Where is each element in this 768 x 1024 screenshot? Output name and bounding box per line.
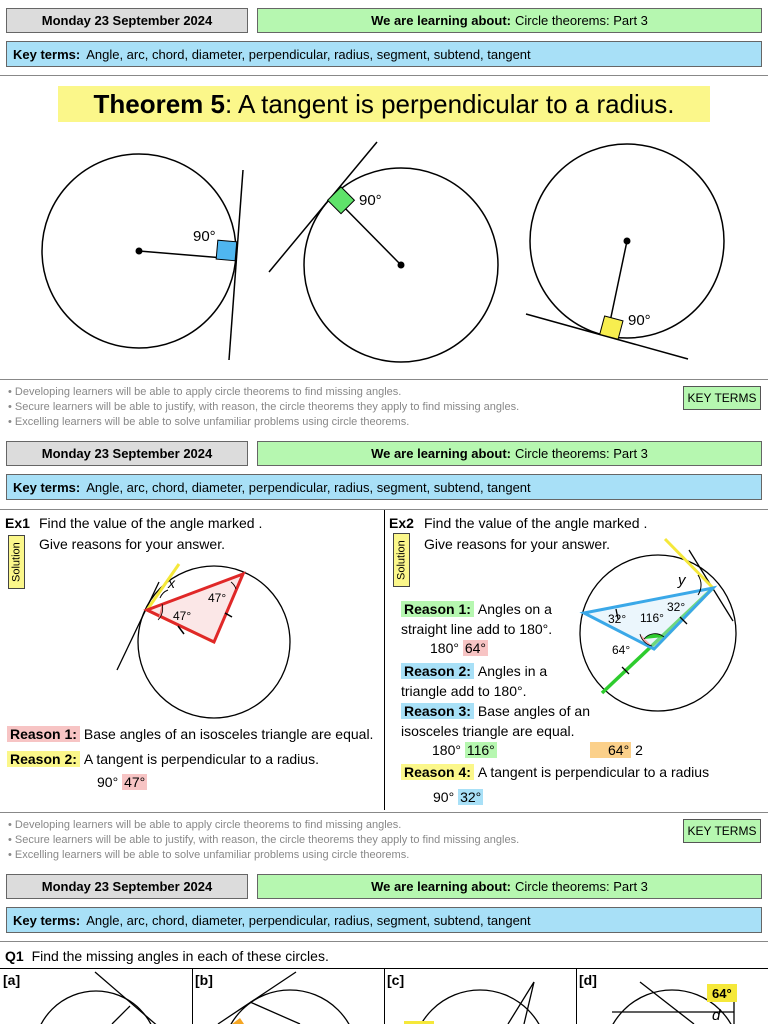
right-angle-marker	[600, 316, 623, 339]
key-terms-box	[6, 907, 762, 933]
divider	[0, 941, 768, 942]
q1-diagram-c	[404, 982, 548, 1024]
ex2-angle-32-right: 32°	[667, 600, 686, 614]
theorem-number: Theorem 5	[93, 88, 225, 119]
ex2-reason1-l2: straight line add to 180°.	[401, 621, 553, 637]
ex1-reason1	[7, 724, 373, 744]
objective-secure: • Secure learners will be able to justify, with reason, the circle theorems they apply to find missing angles.	[8, 833, 668, 848]
ex1-reason2-tag: Reason 2:	[7, 751, 80, 767]
divider	[0, 75, 768, 76]
ex2-r3-calc2	[590, 740, 643, 760]
ex1-reason2-text: A tangent is perpendicular to a radius.	[83, 751, 319, 767]
ex1-calc-a: 90°	[97, 774, 119, 790]
key-terms-button[interactable]: KEY TERMS	[683, 819, 761, 843]
learning-topic: Circle theorems: Part 3	[514, 446, 648, 461]
ex2-r4-calc-b: 32°	[460, 789, 482, 805]
right-angle-marker	[328, 187, 355, 214]
ex2-reason1	[401, 599, 571, 639]
ex2-r3-calc-d: 2	[635, 742, 643, 758]
angle-label: 90°	[359, 192, 382, 209]
ex2-question-line2: Give reasons for your answer.	[424, 536, 610, 552]
ex1-calculation	[97, 772, 147, 792]
ex1-label: Ex1	[5, 515, 30, 531]
ex1-var-x: x	[168, 575, 175, 591]
theorem-statement: : A tangent is perpendicular to a radius.	[224, 88, 675, 119]
ex2-reason2-l2: triangle add to 180°.	[401, 683, 527, 699]
objective-secure: • Secure learners will be able to justify, with reason, the circle theorems they apply to find missing angles.	[8, 400, 668, 415]
ex1-reason1-tag: Reason 1:	[7, 726, 80, 742]
learning-label: We are learning about:	[371, 446, 511, 461]
ex2-r3-calc	[432, 740, 497, 760]
ex2-reason1-tag: Reason 1:	[401, 601, 474, 617]
ex2-r1-calc	[430, 638, 488, 658]
q1-diagram-d	[604, 982, 740, 1024]
learning-objective-box	[257, 874, 762, 899]
ex1-angle-47-top: 47°	[208, 591, 227, 605]
q1-diagram-b	[218, 972, 358, 1024]
objective-developing: • Developing learners will be able to apply circle theorems to find missing angles.	[8, 818, 668, 833]
date-text: Monday 23 September 2024	[41, 879, 213, 894]
objective-developing: • Developing learners will be able to apply circle theorems to find missing angles.	[8, 385, 668, 400]
ex1-solution-tab[interactable]: Solution	[8, 535, 25, 589]
date-box	[6, 874, 248, 899]
ex2-label: Ex2	[389, 515, 414, 531]
ex2-r4-calc-a: 90°	[433, 789, 455, 805]
key-terms-box	[6, 474, 762, 500]
learning-objective-box	[257, 8, 762, 33]
q1-part-a: [a]	[3, 972, 21, 988]
ex1-reason1-text: Base angles of an isosceles triangle are equal.	[83, 726, 374, 742]
ex2-r3-calc-c: 64°	[590, 742, 631, 758]
ex2-solution-tab[interactable]: Solution	[393, 533, 410, 587]
date-box	[6, 8, 248, 33]
learning-topic: Circle theorems: Part 3	[514, 13, 648, 28]
ex1-calc-b: 47°	[124, 774, 146, 790]
q1-part-c: [c]	[387, 972, 405, 988]
ex2-reason3-l1: Base angles of an	[477, 703, 591, 719]
ex2-angle-64: 64°	[612, 643, 631, 657]
q1-text: Find the missing angles in each of these circles.	[31, 948, 329, 964]
ex2-angle-32-left: 32°	[608, 612, 627, 626]
ex2-reason2	[401, 661, 571, 701]
q1-label: Q1	[5, 948, 24, 964]
ex2-reason3-tag: Reason 3:	[401, 703, 474, 719]
theorem-circle-3	[526, 144, 724, 359]
ex2-r3-calc-b: 116°	[466, 742, 495, 758]
objective-excelling: • Excelling learners will be able to solve unfamiliar problems using circle theorems.	[8, 415, 668, 430]
ex2-r1-calc-b: 64°	[464, 640, 487, 656]
objectives-list	[8, 385, 668, 430]
ex1-reason2	[7, 749, 319, 769]
ex2-r1-calc-a: 180°	[430, 640, 459, 656]
q1-part-b: [b]	[195, 972, 213, 988]
key-terms-box	[6, 41, 762, 67]
ex1-question	[39, 513, 379, 555]
learning-topic: Circle theorems: Part 3	[514, 879, 648, 894]
ex1-angle-47-left: 47°	[173, 609, 192, 623]
ex2-r4-calc	[433, 787, 483, 807]
learning-objective-box	[257, 441, 762, 466]
q1-d-angle: 64°	[712, 986, 732, 1001]
divider	[0, 379, 768, 380]
q1-diagram-a	[34, 972, 160, 1024]
learning-label: We are learning about:	[371, 13, 511, 28]
ex2-reason2-l1: Angles in a	[477, 663, 548, 679]
objective-excelling: • Excelling learners will be able to solve unfamiliar problems using circle theorems.	[8, 848, 668, 863]
column-divider	[384, 510, 385, 810]
right-angle-marker	[216, 240, 237, 261]
theorem-title	[58, 86, 710, 122]
q1-part-d: [d]	[579, 972, 597, 988]
ex2-reason4	[401, 762, 709, 782]
ex2-reason2-tag: Reason 2:	[401, 663, 474, 679]
ex2-question-line1: Find the value of the angle marked .	[424, 515, 648, 531]
ex2-reason4-tag: Reason 4:	[401, 764, 474, 780]
ex2-reason1-l1: Angles on a	[477, 601, 552, 617]
q1-d-var: d	[712, 1007, 721, 1024]
key-terms-label: Key terms:	[13, 912, 81, 928]
key-terms-list: Angle, arc, chord, diameter, perpendicular, radius, segment, subtend, tangent	[86, 912, 531, 928]
date-box	[6, 441, 248, 466]
theorem-diagrams	[0, 128, 768, 373]
ex1-diagram	[110, 562, 300, 724]
theorem-circle-2	[269, 142, 498, 362]
q1-heading	[5, 946, 329, 967]
q1-diagrams	[0, 968, 768, 1024]
ex2-r3-calc-a: 180°	[432, 742, 461, 758]
objectives-list	[8, 818, 668, 863]
ex1-question-line2: Give reasons for your answer.	[39, 536, 225, 552]
divider	[0, 812, 768, 813]
key-terms-list: Angle, arc, chord, diameter, perpendicular, radius, segment, subtend, tangent	[86, 479, 531, 495]
theorem-circle-1	[42, 154, 243, 360]
key-terms-label: Key terms:	[13, 46, 81, 62]
ex2-reason4-text: A tangent is perpendicular to a radius	[477, 764, 710, 780]
angle-label: 90°	[193, 228, 216, 245]
ex2-reason3-l2: isosceles triangle are equal.	[401, 723, 575, 739]
ex2-reason3	[401, 701, 591, 741]
key-terms-list: Angle, arc, chord, diameter, perpendicular, radius, segment, subtend, tangent	[86, 46, 531, 62]
ex2-diagram	[574, 533, 768, 713]
key-terms-label: Key terms:	[13, 479, 81, 495]
ex2-var-y: y	[678, 572, 686, 589]
learning-label: We are learning about:	[371, 879, 511, 894]
date-text: Monday 23 September 2024	[41, 446, 213, 461]
date-text: Monday 23 September 2024	[41, 13, 213, 28]
key-terms-button[interactable]: KEY TERMS	[683, 386, 761, 410]
ex2-angle-116: 116°	[640, 611, 664, 625]
angle-label: 90°	[628, 312, 651, 329]
ex1-question-line1: Find the value of the angle marked .	[39, 515, 263, 531]
